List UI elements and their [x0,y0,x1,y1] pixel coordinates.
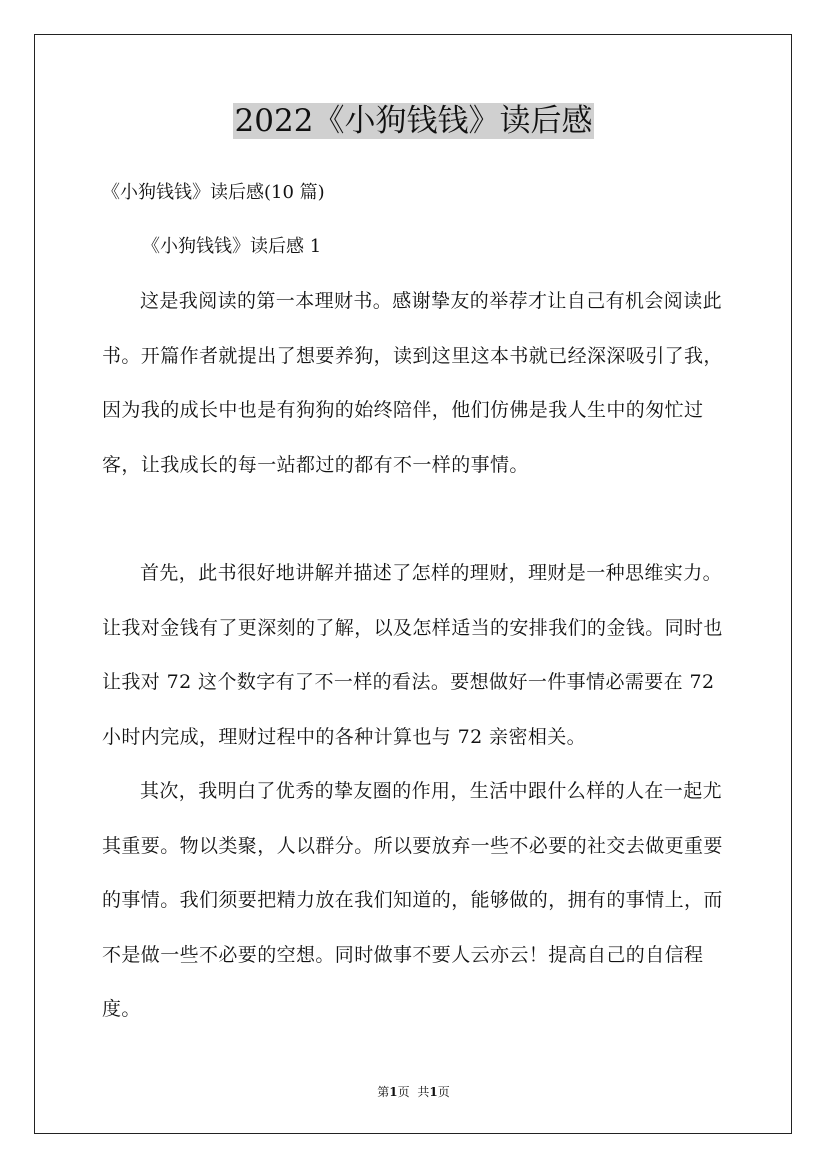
paragraph-3: 其次，我明白了优秀的挚友圈的作用，生活中跟什么样的人在一起尤其重要。物以类聚，人以群分。所以要放弃一些不必要的社交去做更重要的事情。我们须要把精力放在我们知道的，能够做的，拥有的事情上，而不是做一些不必要的空想。同时做事不要人云亦云！提高自己的自信程度。 [102,780,723,1020]
footer-page-label: 第 [377,1085,390,1099]
paragraph-2: 首先，此书很好地讲解并描述了怎样的理财，理财是一种思维实力。让我对金钱有了更深刻的了解，以及怎样适当的安排我们的金钱。同时也让我对 72 这个数字有了不一样的看法。要想做好一件事情必需要在 72 小时内完成，理财过程中的各种计算也与 72 亲密相关。 [102,562,723,748]
footer-total-number: 1 [429,1085,438,1099]
page-footer [0,1083,827,1101]
section-heading: 《小狗钱钱》读后感 1 [142,236,322,257]
footer-total-label: 共 [417,1085,430,1099]
document-subtitle: 《小狗钱钱》读后感(10 篇) [102,182,325,203]
footer-page-number: 1 [389,1085,398,1099]
paragraph-1: 这是我阅读的第一本理财书。感谢挚友的举荐才让自己有机会阅读此书。开篇作者就提出了想要养狗，读到这里这本书就已经深深吸引了我，因为我的成长中也是有狗狗的始终陪伴，他们仿佛是我人生中的匆忙过客，让我成长的每一站都过的都有不一样的事情。 [102,290,723,476]
footer-page-unit: 页 [397,1085,410,1099]
document-title [0,98,827,144]
footer-total-unit: 页 [437,1085,450,1099]
document-title-text: 2022《小狗钱钱》读后感 [234,103,593,139]
